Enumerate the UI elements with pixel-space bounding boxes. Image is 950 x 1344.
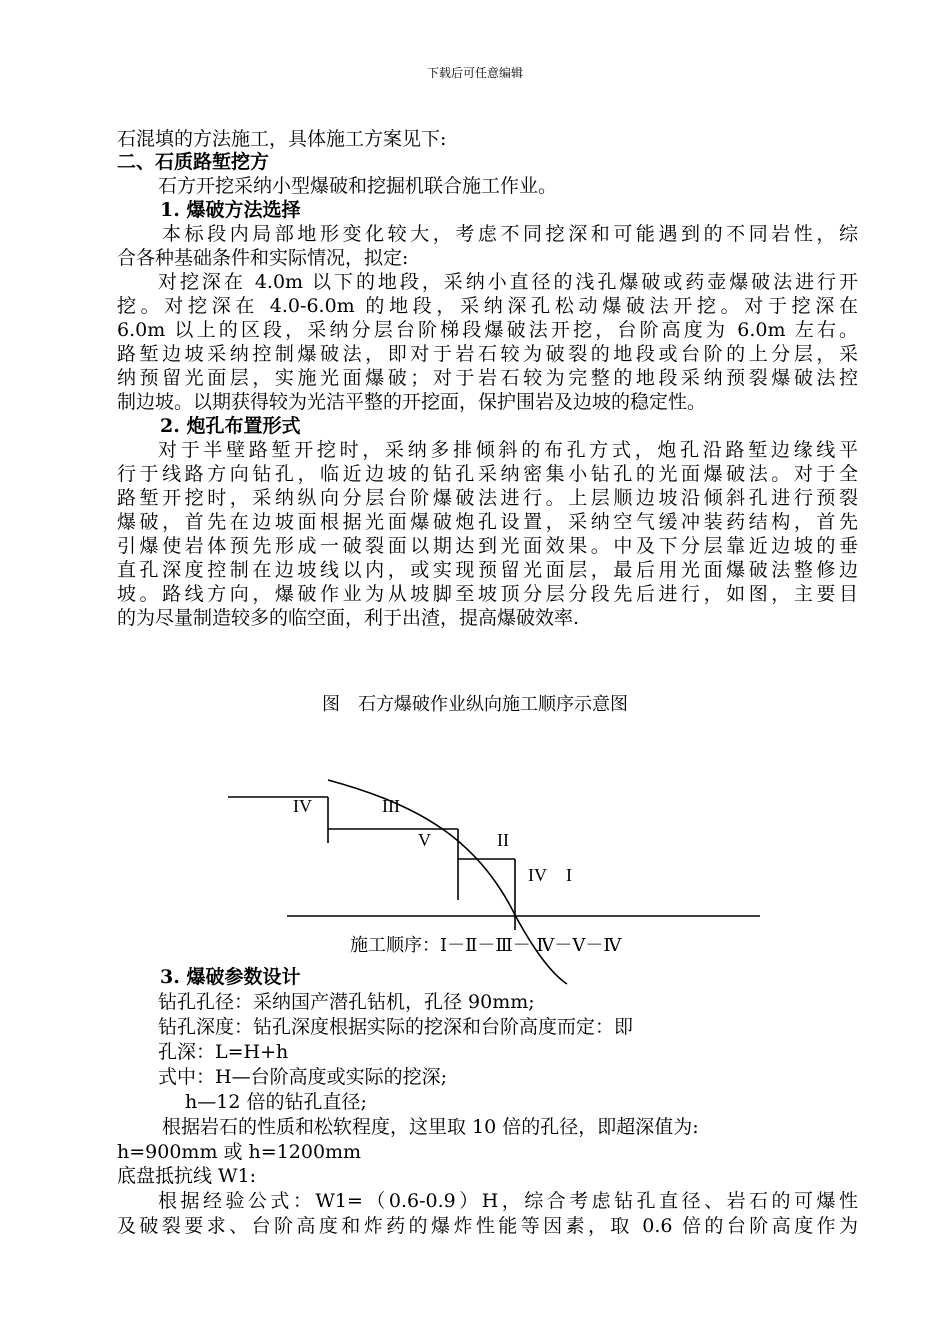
subsection-heading: 3. 爆破参数设计	[160, 966, 301, 988]
text-line: h=900mm 或 h=1200mm	[117, 1141, 362, 1163]
zone-label: III	[382, 796, 400, 816]
text-line: 孔深：L=H+h	[158, 1041, 289, 1063]
zone-label: IV	[293, 796, 312, 816]
text-line: 6.0m 以上的区段，采纳分层台阶梯段爆破法开挖，台阶高度为 6.0m 左右。	[117, 319, 858, 341]
figure-caption: 图 石方爆破作业纵向施工顺序示意图	[322, 694, 628, 715]
text-line: 合各种基础条件和实际情况，拟定:	[117, 247, 409, 269]
text-line: 引爆使岩体预先形成一破裂面以期达到光面效果。中及下分层靠近边坡的垂	[117, 535, 858, 557]
text-line: 根据岩石的性质和松软程度，这里取 10 倍的孔径，即超深值为:	[162, 1116, 699, 1138]
subsection-heading: 1. 爆破方法选择	[160, 199, 301, 221]
text-line: 石混填的方法施工，具体施工方案见下:	[117, 128, 447, 150]
text-line: 纳预留光面层，实施光面爆破；对于岩石较为完整的地段采纳预裂爆破法控	[117, 367, 858, 389]
text-line: 对挖深在 4.0m 以下的地段，采纳小直径的浅孔爆破或药壶爆破法进行开	[158, 271, 858, 293]
text-line: 本标段内局部地形变化较大，考虑不同挖深和可能遇到的不同岩性，综	[162, 223, 858, 245]
zone-label: II	[497, 830, 509, 850]
text-line: 式中：H—台阶高度或实际的挖深;	[158, 1066, 447, 1088]
text-line: 坡。路线方向，爆破作业为从坡脚至坡顶分层分段先后进行，如图，主要目	[117, 583, 858, 605]
text-line: 的为尽量制造较多的临空面，利于出渣，提高爆破效率.	[117, 607, 580, 629]
text-line: 底盘抵抗线 W1:	[117, 1165, 257, 1187]
text-line: 直孔深度控制在边坡线以内，或实现预留光面层，最后用光面爆破法整修边	[117, 559, 858, 581]
text-line: 制边坡。以期获得较为光洁平整的开挖面，保护围岩及边坡的稳定性。	[117, 391, 707, 413]
text-line: 钻孔孔径：采纳国产潜孔钻机，孔径 90mm;	[158, 991, 535, 1013]
text-line: 行于线路方向钻孔，临近边坡的钻孔采纳密集小钻孔的光面爆破法。对于全	[117, 463, 858, 485]
zone-label: V	[418, 830, 431, 850]
text-line: 挖。对挖深在 4.0-6.0m 的地段，采纳深孔松动爆破法开挖。对于挖深在	[117, 295, 858, 317]
text-line: h—12 倍的钻孔直径;	[185, 1091, 367, 1113]
zone-label: I	[566, 865, 572, 885]
text-line: 对于半壁路堑开挖时，采纳多排倾斜的布孔方式，炮孔沿路堑边缘线平	[158, 439, 858, 461]
text-line: 路堑边坡采纳控制爆破法，即对于岩石较为破裂的地段或台阶的上分层，采	[117, 343, 858, 365]
zone-label: IV	[528, 865, 547, 885]
text-line: 及破裂要求、台阶高度和炸药的爆炸性能等因素，取 0.6 倍的台阶高度作为	[117, 1215, 858, 1237]
construction-sequence: 施工顺序：Ⅰ－Ⅱ－Ⅲ－ Ⅳ－Ⅴ－Ⅳ	[350, 935, 622, 956]
text-line: 爆破，首先在边坡面根据光面爆破炮孔设置，采纳空气缓冲装药结构，首先	[117, 511, 858, 533]
page-header: 下载后可任意编辑	[426, 66, 523, 80]
text-line: 钻孔深度：钻孔深度根据实际的挖深和台阶高度而定：即	[158, 1016, 634, 1038]
section-heading: 二、石质路堑挖方	[117, 151, 270, 173]
text-line: 根据经验公式：W1=（0.6-0.9）H，综合考虑钻孔直径、岩石的可爆性	[158, 1190, 858, 1212]
text-line: 石方开挖采纳小型爆破和挖掘机联合施工作业。	[158, 175, 558, 197]
text-line: 路堑开挖时，采纳纵向分层台阶爆破法进行。上层顺边坡沿倾斜孔进行预裂	[117, 487, 858, 509]
subsection-heading: 2. 炮孔布置形式	[160, 415, 301, 437]
